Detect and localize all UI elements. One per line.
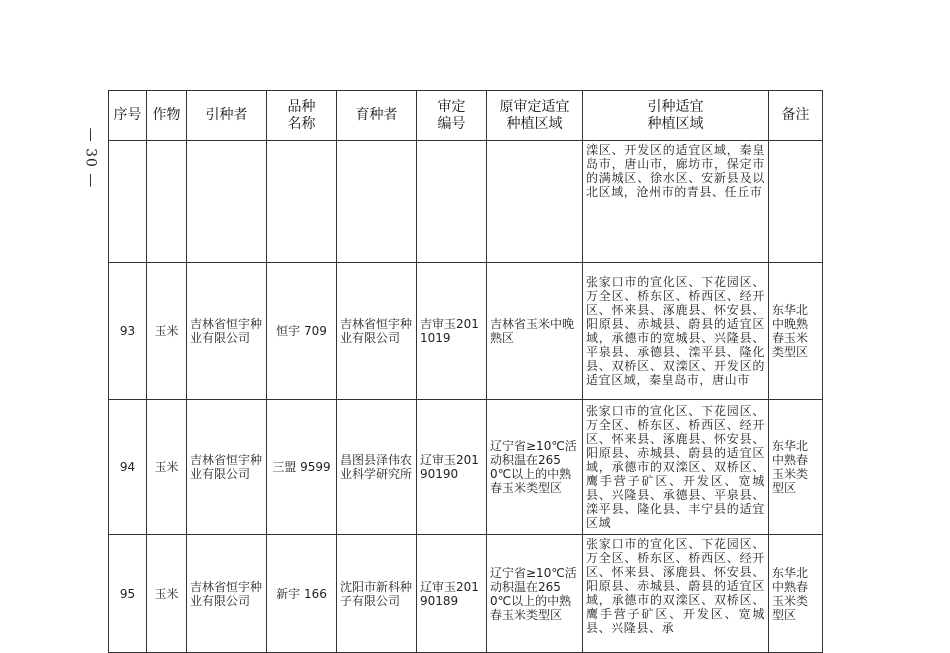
header-approval-no: 审定 编号 (417, 91, 487, 141)
cell-orig-area: 辽宁省≥10℃活动积温在2650℃以上的中熟春玉米类型区 (487, 400, 583, 535)
cell-seq: 94 (109, 400, 147, 535)
cell-breeder: 昌图县泽伟农业科学研究所 (337, 400, 417, 535)
cell-seq: 93 (109, 263, 147, 400)
header-intro-area: 引种适宜 种植区域 (583, 91, 769, 141)
cell-approval-no: 吉审玉2011019 (417, 263, 487, 400)
header-crop: 作物 (147, 91, 187, 141)
cell-intro-area: 滦区、开发区的适宜区域，秦皇岛市，唐山市，廊坊市，保定市的满城区、徐水区、安新县及以北区域，沧州市的青县、任丘市 (583, 141, 769, 263)
cell-empty (267, 141, 337, 263)
header-introducer: 引种者 (187, 91, 267, 141)
cell-introducer: 吉林省恒宇种业有限公司 (187, 400, 267, 535)
cell-approval-no: 辽审玉20190190 (417, 400, 487, 535)
cell-approval-no: 辽审玉20190189 (417, 535, 487, 653)
table-row (109, 400, 823, 535)
cell-empty (109, 141, 147, 263)
cell-note: 东华北中熟春玉米类型区 (769, 400, 823, 535)
table-row (109, 263, 823, 400)
header-note: 备注 (769, 91, 823, 141)
cell-intro-area: 张家口市的宣化区、下花园区、万全区、桥东区、桥西区、经开区、怀来县、涿鹿县、怀安县、阳原县、赤城县、蔚县的适宜区域，承德市的双滦区、双桥区、鹰手营子矿区、开发区、宽城县、兴隆县、承德县、平泉县、滦平县、隆化县、丰宁县的适宜区域 (583, 400, 769, 535)
cell-variety: 新宇 166 (267, 535, 337, 653)
cell-orig-area: 辽宁省≥10℃活动积温在2650℃以上的中熟春玉米类型区 (487, 535, 583, 653)
table-row-continued (109, 141, 823, 263)
cell-empty (487, 141, 583, 263)
header-variety: 品种 名称 (267, 91, 337, 141)
page-number: — 30 — (82, 127, 98, 189)
header-row (109, 91, 823, 141)
cell-intro-area: 张家口市的宣化区、下花园区、万全区、桥东区、桥西区、经开区、怀来县、涿鹿县、怀安县、阳原县、赤城县、蔚县的适宜区域，承德市的宽城县、兴隆县、平泉县、承德县、滦平县、隆化县、双桥区、双滦区、开发区的适宜区域，秦皇岛市，唐山市 (583, 263, 769, 400)
header-breeder: 育种者 (337, 91, 417, 141)
cell-empty (417, 141, 487, 263)
cell-introducer: 吉林省恒宇种业有限公司 (187, 263, 267, 400)
cell-intro-area: 张家口市的宣化区、下花园区、万全区、桥东区、桥西区、经开区、怀来县、涿鹿县、怀安县、阳原县、赤城县、蔚县的适宜区域，承德市的双滦区、双桥区、鹰手营子矿区、开发区、宽城县、兴隆县、承 (583, 535, 769, 653)
header-orig-area: 原审定适宜 种植区域 (487, 91, 583, 141)
cell-note: 东华北中熟春玉米类型区 (769, 535, 823, 653)
cell-crop: 玉米 (147, 535, 187, 653)
cell-breeder: 吉林省恒宇种业有限公司 (337, 263, 417, 400)
cell-empty (337, 141, 417, 263)
cell-seq: 95 (109, 535, 147, 653)
cell-empty (147, 141, 187, 263)
cell-crop: 玉米 (147, 400, 187, 535)
cell-introducer: 吉林省恒宇种业有限公司 (187, 535, 267, 653)
cell-note: 东华北中晚熟春玉米类型区 (769, 263, 823, 400)
cell-variety: 三盟 9599 (267, 400, 337, 535)
cell-crop: 玉米 (147, 263, 187, 400)
variety-table (108, 90, 823, 653)
cell-orig-area: 吉林省玉米中晚熟区 (487, 263, 583, 400)
cell-empty (769, 141, 823, 263)
table-row (109, 535, 823, 653)
cell-empty (187, 141, 267, 263)
cell-variety: 恒宇 709 (267, 263, 337, 400)
header-seq: 序号 (109, 91, 147, 141)
cell-breeder: 沈阳市新科种子有限公司 (337, 535, 417, 653)
